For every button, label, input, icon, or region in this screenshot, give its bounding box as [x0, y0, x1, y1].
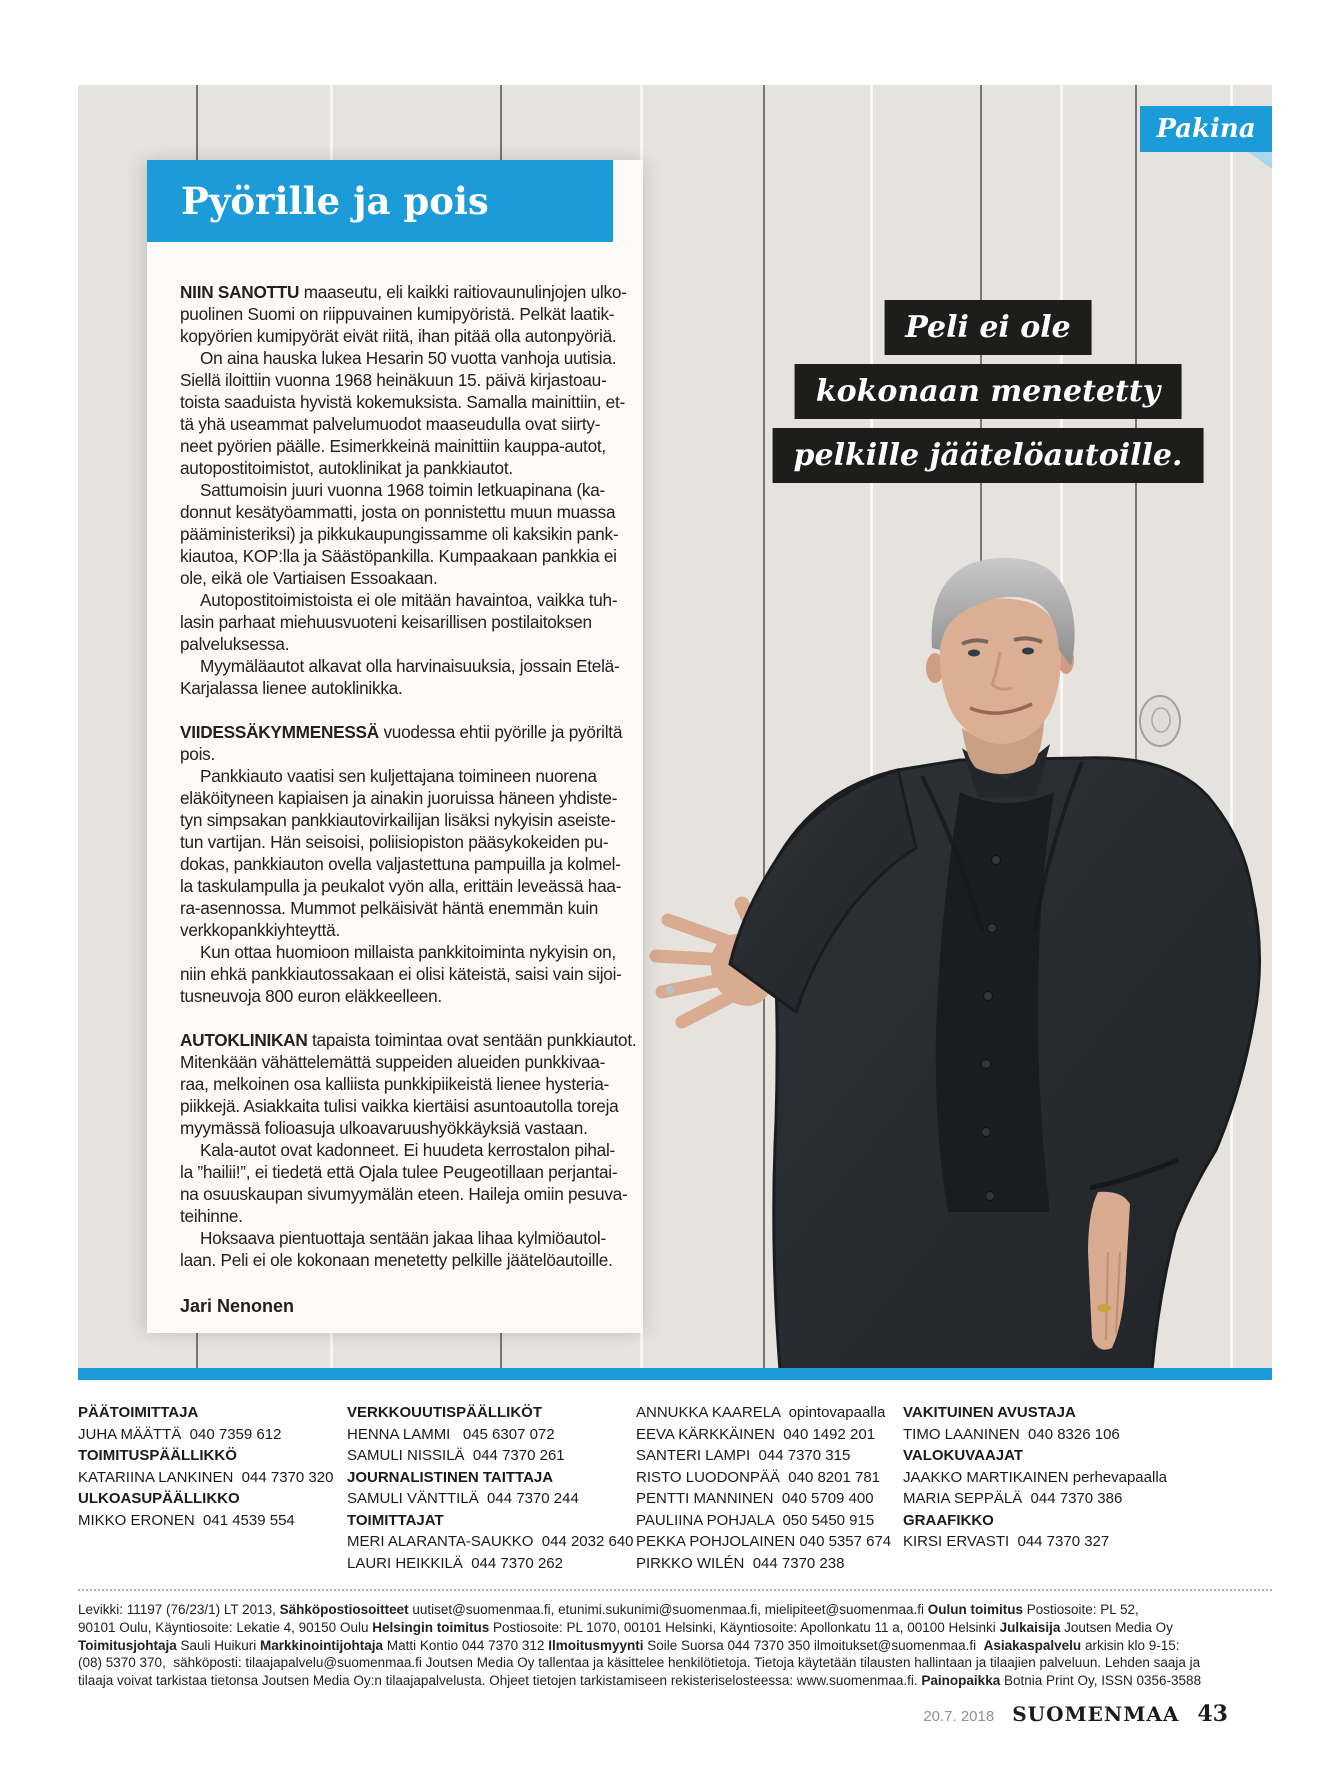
- dotted-divider: [78, 1589, 1272, 1591]
- columnist-photo: [630, 552, 1275, 1370]
- fine-print-line: tilaaja voivat tarkistaa tietonsa Joutsen Media Oy:n tilaajapalvelusta. Ohjeet tietojen tarkistamiseen rekisteriselosteessa: www.suomenmaa.fi. Painopaikka Botnia Print Oy, ISSN 0356-3588: [78, 1673, 1202, 1689]
- staff-entry: MERI ALARANTA-SAUKKO 044 2032 640: [347, 1533, 634, 1550]
- body-paragraph: [180, 347, 632, 479]
- body-line: donnut kesätyöammatti, josta on ponnistettu muun muassa: [180, 502, 616, 522]
- body-line: tun vartijan. Hän seisoisi, poliisiopiston pääsykokeiden pu-: [180, 832, 609, 852]
- page-title: Pyörille ja pois: [181, 179, 489, 223]
- body-line: la taskulampulla ja peukalot vyön alla, erittäin leveässä haa-: [180, 876, 622, 896]
- staff-entry: SAMULI NISSILÄ 044 7370 261: [347, 1447, 565, 1464]
- fine-print: [78, 1601, 1272, 1690]
- dark-shirt: [936, 792, 1054, 1212]
- staff-entry: MARIA SEPPÄLÄ 044 7370 386: [903, 1490, 1123, 1507]
- staff-entry: PAULIINA POHJALA 050 5450 915: [636, 1511, 875, 1529]
- body-line: raa, melkoinen osa kalliista punkkipiikeistä lienee hysteria-: [180, 1074, 609, 1094]
- body-line: teihinne.: [180, 1206, 243, 1226]
- quote-line: pelkille jäätelöautoille.: [773, 428, 1204, 483]
- staff-entry: HENNA LAMMI 045 6307 072: [347, 1425, 555, 1443]
- body-paragraph: [180, 941, 632, 1007]
- body-line: na osuuskaupan sivumyymälän eteen. Haileja omiin pesuva-: [180, 1184, 628, 1204]
- staff-entry: MIKKO ERONEN 041 4539 554: [78, 1511, 295, 1529]
- body-line: kiautoa, KOP:lla ja Säästöpankilla. Kumpaakaan pankkia ei: [180, 546, 617, 566]
- staff-entry: PIRKKO WILÉN 044 7370 238: [636, 1554, 845, 1572]
- fine-print-line: Levikki: 11197 (76/23/1) LT 2013, Sähköpostiosoitteet uutiset@suomenmaa.fi, etunimi.sukunimi@suomenmaa.fi, mielipiteet@suomenmaa.fi Oulun toimitus Postiosoite: PL 52,: [78, 1602, 1139, 1617]
- body-line: Kun ottaa huomioon millaista pankkitoiminta nykyisin on,: [200, 942, 616, 962]
- quote-line: kokonaan menetetty: [795, 364, 1181, 419]
- body-line: niin ehkä pankkiautossakaan ei olisi käteistä, saisi vain sijoi-: [180, 964, 622, 984]
- staff-entry: JAAKKO MARTIKAINEN perhevapaalla: [903, 1468, 1168, 1486]
- body-line: verkkopankkiyhteyttä.: [180, 920, 341, 940]
- footer-page-number: 43: [1197, 1701, 1228, 1727]
- staff-entry: ANNUKKA KAARELA opintovapaalla: [636, 1404, 886, 1421]
- body-paragraph: [180, 1227, 632, 1271]
- quote-line: Peli ei ole: [884, 300, 1092, 355]
- body-line: neet pyörien päälle. Esimerkkeinä mainittiin kauppa-autot,: [180, 436, 606, 456]
- body-line: laan. Peli ei ole kokonaan menetetty pelkille jäätelöautoille.: [180, 1250, 613, 1270]
- body-line: VIIDESSÄKYMMENESSÄ vuodessa ehtii pyörille ja pyöriltä: [180, 722, 623, 742]
- body-line: tä yhä useammat palvelumuodot maaseudulla ovat siirty-: [180, 414, 601, 434]
- body-line: Mitenkään vähättelemättä suppeiden alueiden punkkivaa-: [180, 1052, 606, 1072]
- staff-entry: SAMULI VÄNTTILÄ 044 7370 244: [347, 1490, 579, 1507]
- body-line: ole, eikä ole Vartiaisen Essoakaan.: [180, 568, 438, 588]
- staff-entry: VERKKOUUTISPÄÄLLIKÖT: [347, 1404, 542, 1421]
- body-line: myymässä folioasuja ulkoavaruushyökkäyksiä vastaan.: [180, 1118, 588, 1138]
- body-line: Sattumoisin juuri vuonna 1968 toimin letkuapinana (ka-: [200, 480, 605, 500]
- staff-entry: RISTO LUODONPÄÄ 040 8201 781: [636, 1468, 881, 1486]
- staff-entry: TIMO LAANINEN 040 8326 106: [903, 1425, 1120, 1443]
- staff-entry: SANTERI LAMPI 044 7370 315: [636, 1447, 851, 1464]
- page-footer: [78, 1701, 1228, 1727]
- staff-entry: GRAAFIKKO: [903, 1511, 994, 1529]
- article-body: [180, 281, 637, 1317]
- body-line: On aina hauska lukea Hesarin 50 vuotta vanhoja uutisia.: [200, 348, 617, 368]
- body-paragraph: [180, 281, 632, 347]
- body-line: Karjalassa lienee autoklinikka.: [180, 678, 403, 698]
- body-line: Hoksaava pientuottaja sentään jakaa lihaa kylmiöautol-: [200, 1228, 606, 1248]
- body-line: pääministeriksi) ja pikkukaupungissamme oli kaksikin pank-: [180, 524, 619, 544]
- staff-entry: PENTTI MANNINEN 040 5709 400: [636, 1490, 874, 1507]
- article-title-block: [147, 160, 613, 242]
- staff-entry: TOIMITUSPÄÄLLIKKÖ: [78, 1447, 237, 1464]
- body-line: la ”hailii!”, ei tiedetä että Ojala tulee Peugeotillaan perjantai-: [180, 1162, 618, 1182]
- staff-column: [903, 1402, 1194, 1574]
- body-line: puolinen Suomi on riippuvainen kumipyöristä. Pelkät laatik-: [180, 304, 615, 324]
- body-line: palveluksessa.: [180, 634, 290, 654]
- footer-date: 20.7. 2018: [923, 1708, 995, 1725]
- staff-entry: LAURI HEIKKILÄ 044 7370 262: [347, 1554, 563, 1572]
- body-line: Myymäläautot alkavat olla harvinaisuuksia, jossain Etelä-: [200, 656, 620, 676]
- staff-column: [636, 1402, 903, 1574]
- staff-column: [78, 1402, 347, 1574]
- body-line: autopostitoimistot, autoklinikat ja pankkiautot.: [180, 458, 513, 478]
- body-paragraph: [180, 479, 632, 589]
- author-byline: Jari Nenonen: [180, 1296, 295, 1316]
- staff-entry: PEKKA POHJOLAINEN 040 5357 674: [636, 1533, 892, 1550]
- kicker-badge: Pakina: [1140, 106, 1272, 152]
- fine-print-line: (08) 5370 370, sähköposti: tilaajapalvelu@suomenmaa.fi Joutsen Media Oy tallentaa ja käsittelee henkilötietoja. Tietoja käytetään tilausten hallintaan ja tilaajien palveluun. Lehden saaja ja: [78, 1655, 1201, 1671]
- divider-bar: [78, 1368, 1272, 1380]
- body-line: piikkejä. Asiakkaita tulisi vaikka kiertäisi asuntoautolla toreja: [180, 1096, 619, 1116]
- staff-entry: ULKOASUPÄÄLLIKKO: [78, 1490, 240, 1507]
- body-line: AUTOKLINIKAN tapaista toimintaa ovat sentään punkkiautot.: [180, 1030, 637, 1050]
- body-line: eläköityneen kapiaisen ja ainakin juoruissa häneen yhdiste-: [180, 788, 618, 808]
- body-line: pois.: [180, 744, 216, 764]
- body-line: dokas, pankkiauton ovella valjastettuna pampuilla ja kolmel-: [180, 854, 621, 874]
- fine-print-line: Toimitusjohtaja Sauli Huikuri Markkinointijohtaja Matti Kontio 044 7370 312 Ilmoitusmyynti Soile Suorsa 044 7370 350 ilmoitukset@suomenmaa.fi Asiakaspalvelu arkisin klo 9-15:: [78, 1637, 1180, 1653]
- body-line: Kala-autot ovat kadonneet. Ei huudeta kerrostalon pihal-: [200, 1140, 616, 1160]
- pull-quote: [773, 300, 1204, 483]
- body-line: Siellä iloittiin vuonna 1968 heinäkuun 15. päivä kirjastoau-: [180, 370, 607, 390]
- staff-entry: PÄÄTOIMITTAJA: [78, 1404, 199, 1421]
- masthead-staff-list: [78, 1402, 1272, 1574]
- body-line: toista saaduista hyvistä kokemuksista. Samalla mainittiin, et-: [180, 392, 625, 412]
- staff-entry: KATARIINA LANKINEN 044 7370 320: [78, 1468, 334, 1486]
- body-paragraph: [180, 765, 632, 941]
- body-line: kopyörien kumipyörät eivät riitä, ihan pitää olla autonpyöriä.: [180, 326, 617, 346]
- fine-print-line: 90101 Oulu, Käyntiosoite: Lekatie 4, 90150 Oulu Helsingin toimitus Postiosoite: PL 1070, 00101 Helsinki, Käyntiosoite: Apollonkatu 11 a, 00100 Helsinki Julkaisija Joutsen Media Oy: [78, 1619, 1173, 1635]
- staff-entry: VALOKUVAAJAT: [903, 1447, 1023, 1464]
- body-line: tusneuvoja 800 euron eläkkeelleen.: [180, 986, 442, 1006]
- footer-brand: SUOMENMAA: [1012, 1702, 1180, 1726]
- staff-entry: VAKITUINEN AVUSTAJA: [903, 1404, 1076, 1421]
- body-paragraph: [180, 655, 632, 699]
- staff-entry: KIRSI ERVASTI 044 7370 327: [903, 1533, 1110, 1550]
- body-line: Pankkiauto vaatisi sen kuljettajana toimineen nuorena: [200, 766, 597, 786]
- body-line: ra-asennossa. Mummot pelkäisivät häntä enemmän kuin: [180, 898, 599, 918]
- body-line: Autopostitoimistoista ei ole mitään havaintoa, vaikka tuh-: [200, 590, 618, 610]
- face: [940, 598, 1061, 744]
- body-paragraph: [180, 589, 632, 655]
- body-paragraph: [180, 1029, 637, 1139]
- staff-entry: EEVA KÄRKKÄINEN 040 1492 201: [636, 1425, 876, 1443]
- body-line: NIIN SANOTTU maaseutu, eli kaikki raitiovaunulinjojen ulko-: [180, 282, 627, 302]
- staff-column: [347, 1402, 636, 1574]
- staff-entry: TOIMITTAJAT: [347, 1511, 444, 1529]
- staff-entry: JOURNALISTINEN TAITTAJA: [347, 1468, 554, 1486]
- badge-fold: [1248, 152, 1272, 169]
- body-paragraph: [180, 1139, 632, 1227]
- body-line: tyn simpsakan pankkiautovirkailijan lisäksi nykyisin aseiste-: [180, 810, 616, 830]
- staff-entry: JUHA MÄÄTTÄ 040 7359 612: [78, 1425, 282, 1443]
- body-paragraph: [180, 721, 632, 765]
- body-line: lasin parhaat miehuusvuoteni keisarillisen postilaitoksen: [180, 612, 592, 632]
